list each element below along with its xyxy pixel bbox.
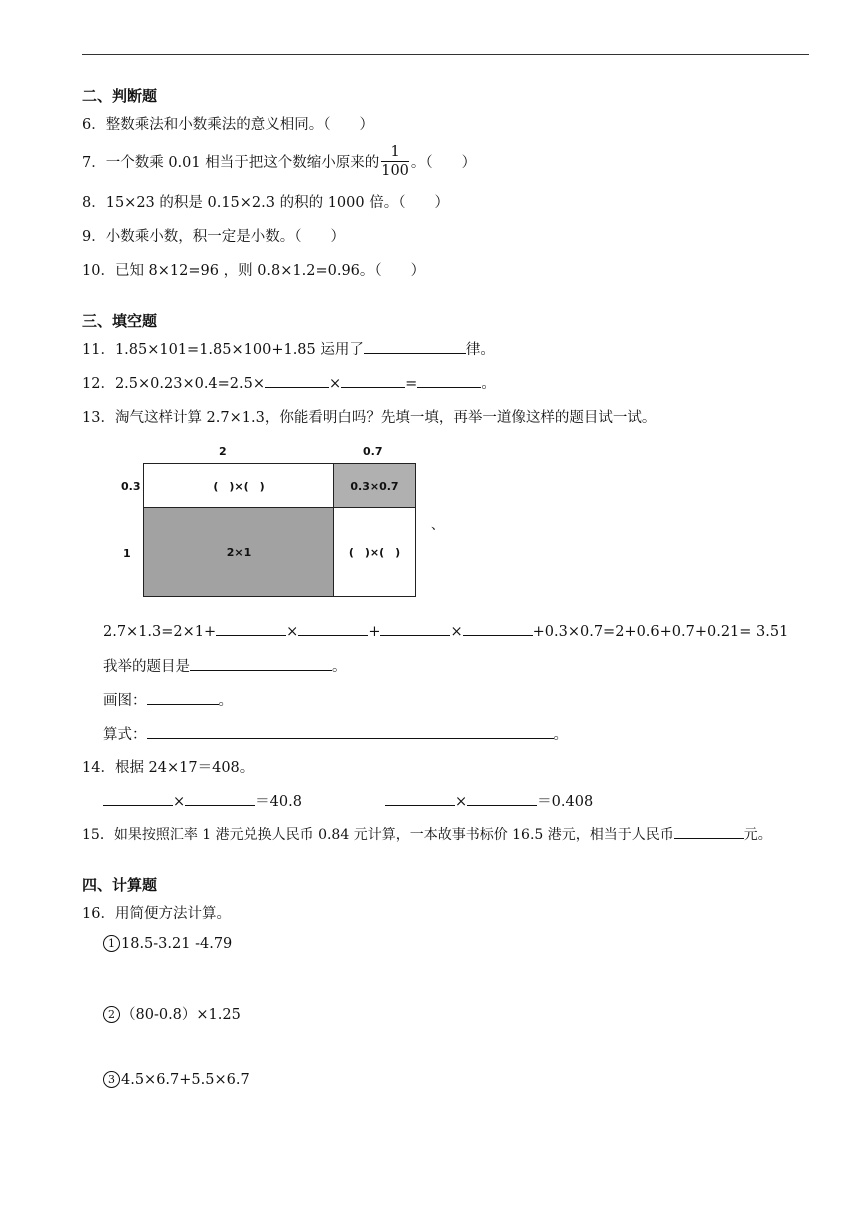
question-13-draw [103, 689, 233, 710]
figure-mark: 、 [431, 518, 445, 533]
figure-label-side-top: 0.3 [121, 480, 141, 493]
answer-blank[interactable] [216, 621, 286, 636]
answer-blank[interactable] [185, 791, 255, 806]
fraction-numerator: 1 [381, 143, 409, 162]
question-11-text: 11．1.85×101=1.85×100+1.85 运用了 [82, 342, 364, 358]
calc-item-2 [103, 1003, 241, 1024]
result-text: ＝40.8 [255, 794, 302, 810]
answer-blank[interactable] [103, 791, 173, 806]
calc-expression: （80-0.8）×1.25 [121, 1007, 241, 1023]
section-heading-calculation: 四、计算题 [82, 876, 158, 894]
section-heading-judgement: 二、判断题 [82, 87, 158, 105]
cell-bottom-left: 2×1 [143, 507, 335, 597]
answer-blank[interactable] [147, 724, 554, 739]
question-7-tail: 。（ ） [410, 154, 477, 171]
calc-tail: +0.3×0.7=2+0.6+0.7+0.21= 3.51 [532, 624, 789, 640]
question-16: 16．用简便方法计算。 [82, 906, 231, 922]
question-11 [82, 338, 495, 359]
answer-blank[interactable] [190, 656, 332, 671]
answer-blank[interactable] [265, 373, 329, 388]
draw-label: 画图： [103, 693, 147, 709]
question-12-tail: 。 [481, 376, 496, 392]
example-label: 我举的题目是 [103, 659, 190, 675]
answer-blank[interactable] [463, 621, 533, 636]
question-15 [82, 824, 772, 844]
question-14: 14．根据 24×17＝408。 [82, 760, 255, 776]
question-8: 8．15×23 的积是 0.15×2.3 的积的 1000 倍。（ ） [82, 195, 449, 211]
example-tail: 。 [332, 659, 347, 675]
question-14-part-a [103, 790, 302, 811]
section-heading-fill-blank: 三、填空题 [82, 312, 158, 330]
question-13-calculation [103, 621, 788, 640]
question-9: 9．小数乘小数，积一定是小数。（ ） [82, 229, 345, 245]
times-sign: × [455, 794, 468, 810]
question-13-formula [103, 723, 568, 744]
question-15-text: 15．如果按照汇率 1 港元兑换人民币 0.84 元计算，一本故事书标价 16.5 港元，相当于人民币 [82, 827, 674, 843]
plus-sign: + [368, 624, 381, 640]
formula-label: 算式： [103, 727, 147, 743]
question-7 [82, 141, 476, 181]
calc-item-3 [103, 1071, 250, 1088]
answer-blank[interactable] [380, 621, 450, 636]
times-sign: × [329, 376, 342, 392]
question-14-part-b [385, 790, 593, 811]
equals-sign: = [405, 376, 418, 392]
calc-expression: 18.5-3.21 -4.79 [121, 936, 233, 952]
cell-top-right: 0.3×0.7 [333, 463, 416, 509]
figure-label-side-bottom: 1 [123, 547, 131, 560]
header-rule [82, 54, 809, 55]
circled-number: 1 [103, 935, 120, 952]
answer-blank[interactable] [385, 791, 455, 806]
answer-blank[interactable] [298, 621, 368, 636]
circled-number: 3 [103, 1071, 120, 1088]
fraction [381, 143, 409, 180]
answer-blank[interactable] [467, 791, 537, 806]
calc-expression: 4.5×6.7+5.5×6.7 [121, 1072, 250, 1088]
cell-bottom-right: ( )×( ) [333, 507, 416, 597]
figure-label-top-right: 0.7 [363, 445, 383, 458]
question-6: 6．整数乘法和小数乘法的意义相同。（ ） [82, 117, 374, 133]
circled-number: 2 [103, 1006, 120, 1023]
answer-blank[interactable] [364, 339, 466, 354]
cell-top-left: ( )×( ) [143, 463, 335, 509]
question-7-text: 7．一个数乘 0.01 相当于把这个数缩小原来的 [82, 154, 380, 171]
question-15-tail: 元。 [743, 827, 772, 843]
formula-tail: 。 [553, 727, 568, 743]
times-sign: × [450, 624, 463, 640]
question-10: 10．已知 8×12=96 ，则 0.8×1.2=0.96。（ ） [82, 263, 426, 279]
question-12-text: 12．2.5×0.23×0.4=2.5× [82, 376, 266, 392]
times-sign: × [173, 794, 186, 810]
calc-item-1 [103, 935, 232, 952]
question-11-tail: 律。 [465, 342, 495, 358]
answer-blank[interactable] [417, 373, 481, 388]
area-model-figure [115, 440, 445, 605]
question-13: 13．淘气这样计算 2.7×1.3，你能看明白吗？先填一填，再举一道像这样的题目试一试。 [82, 410, 657, 426]
answer-blank[interactable] [341, 373, 405, 388]
question-13-example [103, 655, 347, 676]
figure-label-top-left: 2 [219, 445, 227, 458]
fraction-denominator: 100 [381, 162, 409, 179]
result-text: ＝0.408 [537, 794, 594, 810]
answer-blank[interactable] [674, 824, 744, 839]
answer-blank[interactable] [147, 690, 219, 705]
question-12 [82, 372, 496, 393]
draw-tail: 。 [218, 693, 233, 709]
calc-text: 2.7×1.3=2×1+ [103, 624, 217, 640]
times-sign: × [286, 624, 299, 640]
